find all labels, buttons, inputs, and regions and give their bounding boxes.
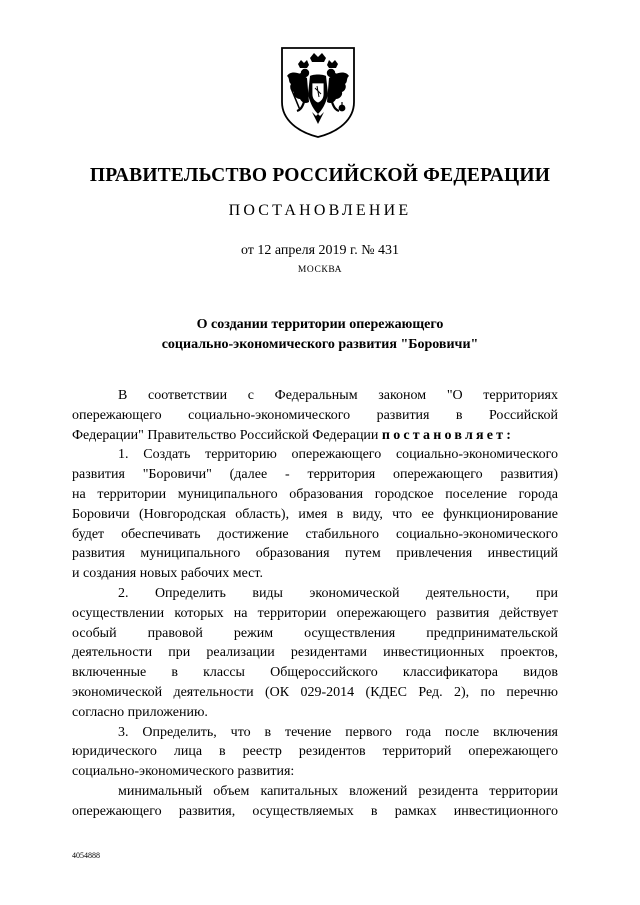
- preamble-text: Федерации" Правительство Российской Федерации: [72, 427, 379, 443]
- coat-of-arms-icon: [274, 44, 362, 140]
- item-1-paragraph: [72, 445, 558, 584]
- document-type: ПОСТАНОВЛЕНИЕ: [228, 202, 412, 219]
- text-line: экономической деятельности (ОК 029-2014 (КДЕС Ред. 2), по перечню: [72, 684, 558, 700]
- text-line: [72, 426, 558, 446]
- text-line: В соответствии с Федеральным законом "О территориях: [118, 388, 558, 403]
- text-line: согласно приложению.: [72, 704, 208, 720]
- text-line: развития "Боровичи" (далее - территория опережающего развития): [72, 467, 558, 483]
- text-line: особый правовой режим осуществления предпринимательской: [72, 625, 558, 641]
- date-and-number: от 12 апреля 2019 г. № 431: [240, 243, 400, 258]
- text-line: Боровичи (Новгородская область), имея в виду, что ее функционирование: [72, 506, 558, 522]
- text-line: 2. Определить виды экономической деятельности, при: [118, 585, 558, 601]
- text-line: будет обеспечивать достижение стабильного социально-экономического: [72, 526, 558, 542]
- text-line: деятельности при реализации резидентами инвестиционных проектов,: [72, 645, 558, 661]
- text-line: 1. Создать территорию опережающего социально-экономического: [118, 447, 558, 463]
- item-2-paragraph: [72, 584, 558, 723]
- item-3-subparagraph: [72, 782, 558, 822]
- item-3-paragraph: [72, 723, 558, 782]
- text-line: минимальный объем капитальных вложений резидента территории: [118, 783, 558, 799]
- text-line: юридического лица в реестр резидентов территорий опережающего: [72, 744, 558, 760]
- subject-line: социально-экономического развития "Боровичи": [161, 337, 479, 352]
- government-title: ПРАВИТЕЛЬСТВО РОССИЙСКОЙ ФЕДЕРАЦИИ: [89, 165, 551, 186]
- document-body: [72, 386, 558, 822]
- text-line: опережающего социально-экономического развития в Российской: [72, 407, 558, 423]
- text-line: включенные в классы Общероссийского классификатора видов: [72, 665, 558, 681]
- text-line: на территории муниципального образования городское поселение города: [72, 486, 558, 502]
- city: МОСКВА: [297, 265, 343, 275]
- subject-line: О создании территории опережающего: [196, 317, 444, 332]
- text-line: развития муниципального образования путем привлечения инвестиций: [72, 546, 558, 562]
- text-line: 3. Определить, что в течение первого года после включения: [118, 724, 558, 740]
- text-line: и создания новых рабочих мест.: [72, 566, 263, 582]
- text-line: социально-экономического развития:: [72, 764, 295, 780]
- preamble-paragraph: [72, 386, 558, 445]
- document-id: 4054888: [72, 851, 100, 860]
- text-line: осуществлении которых на территории опережающего развития действует: [72, 605, 558, 621]
- document-subject: [0, 315, 640, 355]
- text-line: опережающего развития, осуществляемых в рамках инвестиционного: [72, 803, 558, 819]
- resolves-word: постановляет:: [381, 427, 515, 443]
